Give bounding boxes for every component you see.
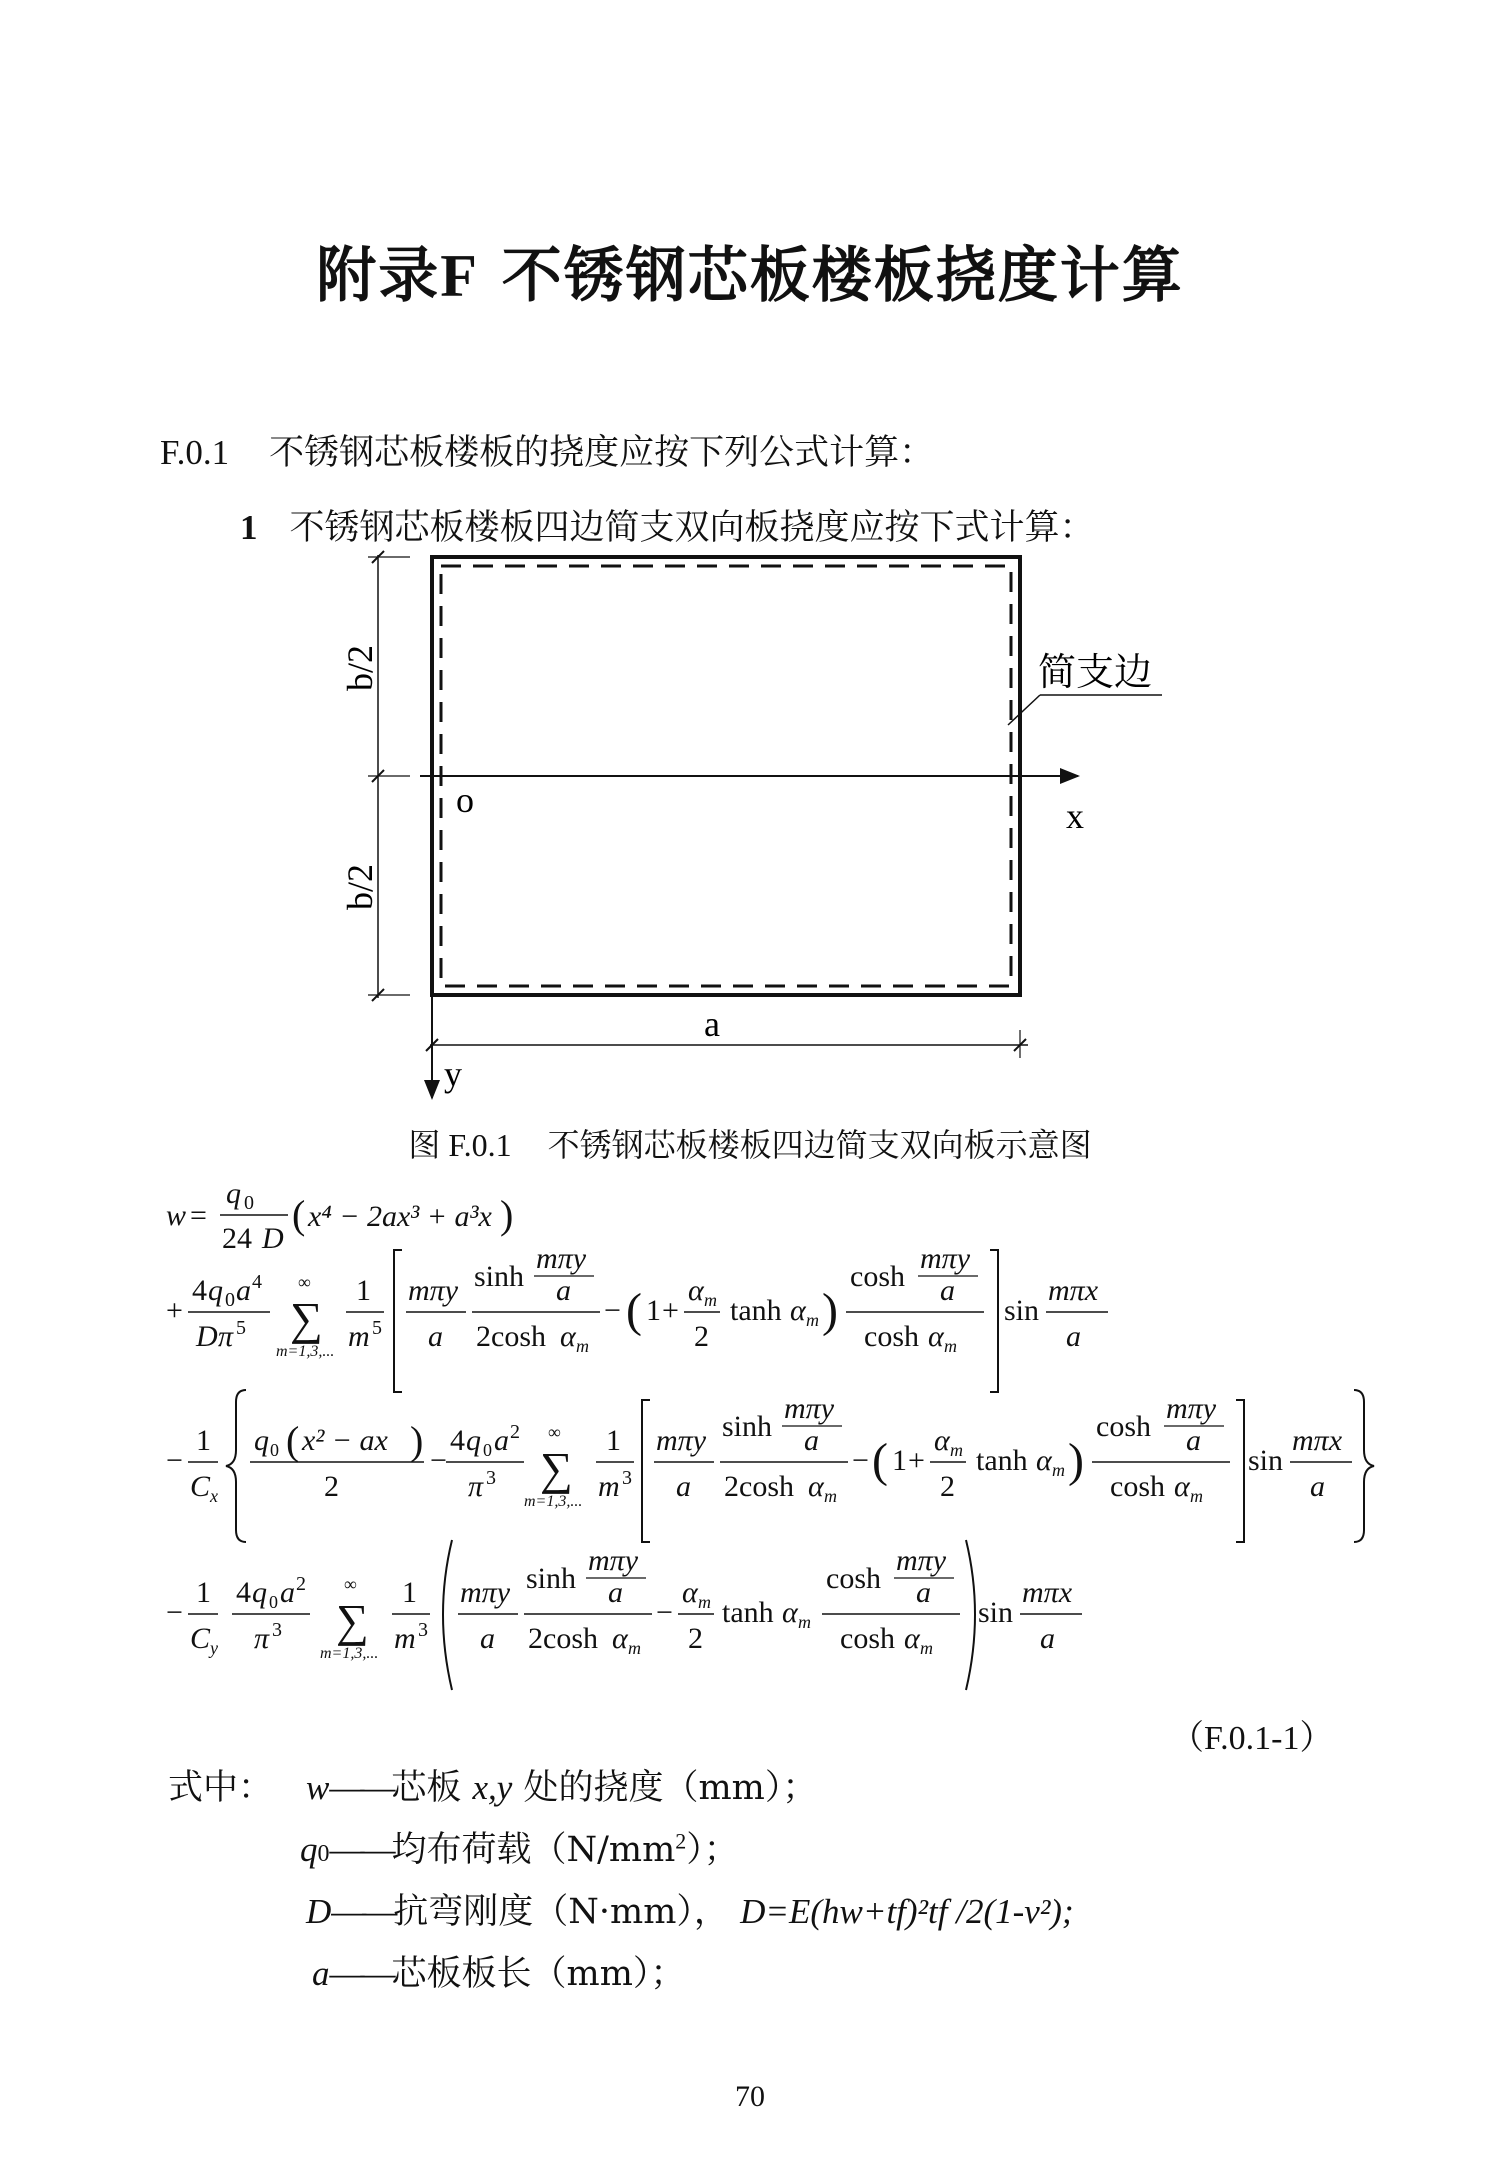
svg-text:∞: ∞ — [548, 1422, 561, 1442]
svg-text:α: α — [612, 1622, 628, 1655]
svg-text:q: q — [254, 1424, 269, 1457]
svg-text:q: q — [226, 1177, 241, 1210]
svg-text:α: α — [790, 1294, 806, 1327]
def-q0-symbol: q — [300, 1830, 318, 1869]
svg-text:tanh: tanh — [976, 1444, 1028, 1477]
svg-text:cosh: cosh — [850, 1260, 905, 1293]
def-w-symbol: w — [306, 1768, 330, 1807]
equation-number: （F.0.1-1） — [1170, 1720, 1334, 1757]
svg-text:mπy: mπy — [536, 1242, 587, 1275]
figure-caption-text: 不锈钢芯板楼板四边简支双向板示意图 — [547, 1126, 1092, 1164]
svg-text:mπy: mπy — [588, 1544, 639, 1577]
svg-text:D: D — [196, 1320, 218, 1353]
label-support-edge: 简支边 — [1038, 650, 1153, 694]
svg-text:5: 5 — [372, 1317, 382, 1339]
figure-caption-label: 图 F.0.1 — [408, 1127, 512, 1163]
svg-text:α: α — [782, 1596, 798, 1629]
svg-text:m: m — [598, 1470, 620, 1503]
svg-text:2: 2 — [694, 1320, 709, 1353]
svg-text:m=1,3,...: m=1,3,... — [320, 1645, 379, 1662]
item-text: 不锈钢芯板楼板四边简支双向板挠度应按下式计算： — [289, 508, 1095, 548]
svg-text:3: 3 — [272, 1619, 282, 1641]
svg-text:C: C — [190, 1470, 211, 1503]
svg-text:w: w — [166, 1199, 187, 1232]
svg-text:): ) — [500, 1192, 514, 1237]
svg-text:mπx: mπx — [1022, 1576, 1073, 1609]
svg-text:5: 5 — [236, 1317, 246, 1339]
svg-text:−: − — [604, 1294, 621, 1327]
svg-text:cosh: cosh — [840, 1622, 895, 1655]
svg-text:0: 0 — [225, 1289, 235, 1311]
svg-text:a: a — [608, 1576, 623, 1609]
svg-text:tanh: tanh — [730, 1294, 782, 1327]
svg-text:a: a — [1186, 1424, 1201, 1457]
svg-text:1: 1 — [402, 1576, 417, 1609]
svg-text:α: α — [808, 1470, 824, 1503]
svg-text:(: ( — [626, 1284, 642, 1337]
svg-text:sinh: sinh — [474, 1260, 525, 1293]
label-origin: o — [456, 780, 474, 820]
svg-text:(: ( — [286, 1418, 300, 1463]
svg-text:x: x — [210, 1486, 218, 1506]
svg-text:1: 1 — [356, 1274, 371, 1307]
svg-text:1: 1 — [196, 1576, 211, 1609]
svg-text:m: m — [628, 1638, 641, 1658]
svg-text:2: 2 — [688, 1622, 703, 1655]
def-q0: q0——均布荷载$(N/mm^2)$； — [300, 1828, 739, 1870]
svg-text:m: m — [698, 1592, 711, 1612]
svg-text:mπy: mπy — [920, 1242, 971, 1275]
svg-text:π: π — [218, 1320, 234, 1353]
svg-text:+: + — [662, 1294, 679, 1327]
svg-text:0: 0 — [270, 1440, 279, 1460]
svg-text:q: q — [208, 1274, 223, 1307]
svg-text:=: = — [190, 1199, 207, 1232]
svg-text:2: 2 — [324, 1470, 339, 1503]
svg-text:cosh: cosh — [864, 1320, 919, 1353]
svg-text:π: π — [254, 1622, 270, 1655]
svg-text:m: m — [1052, 1460, 1065, 1480]
svg-text:α: α — [560, 1320, 576, 1353]
svg-text:m: m — [824, 1486, 837, 1506]
svg-text:α: α — [904, 1622, 920, 1655]
svg-text:4: 4 — [450, 1424, 465, 1457]
svg-text:24: 24 — [222, 1222, 252, 1255]
svg-text:2: 2 — [510, 1421, 520, 1443]
label-y-axis: y — [444, 1054, 462, 1094]
svg-text:4: 4 — [192, 1274, 207, 1307]
appendix-label: 附录F — [316, 243, 479, 309]
svg-text:α: α — [928, 1320, 944, 1353]
svg-text:m: m — [348, 1320, 370, 1353]
svg-text:2cosh: 2cosh — [724, 1470, 794, 1503]
svg-text:α: α — [934, 1424, 950, 1457]
svg-text:C: C — [190, 1622, 211, 1655]
svg-text:sin: sin — [978, 1596, 1014, 1629]
svg-text:0: 0 — [244, 1192, 254, 1214]
def-a: a——芯板板长（mm）； — [312, 1954, 686, 1994]
svg-text:α: α — [682, 1576, 698, 1609]
where-heading: 式中： — [168, 1768, 274, 1808]
svg-text:2cosh: 2cosh — [476, 1320, 546, 1353]
svg-text:m: m — [394, 1622, 416, 1655]
svg-text:): ) — [1068, 1434, 1084, 1487]
def-D: D——抗弯刚度（N·mm）， D=E(hw+tf)²tf /2(1-v²); — [306, 1892, 1074, 1932]
svg-text:a: a — [1040, 1622, 1055, 1655]
svg-text:): ) — [822, 1284, 838, 1337]
svg-text:tanh: tanh — [722, 1596, 774, 1629]
svg-text:m: m — [576, 1336, 589, 1356]
svg-text:a: a — [556, 1274, 571, 1307]
svg-text:α: α — [1036, 1444, 1052, 1477]
svg-text:sinh: sinh — [526, 1562, 577, 1595]
clause-number: F.0.1 — [160, 433, 230, 472]
svg-text:4: 4 — [252, 1271, 262, 1293]
svg-text:2: 2 — [940, 1470, 955, 1503]
svg-text:m: m — [944, 1336, 957, 1356]
svg-text:2cosh: 2cosh — [528, 1622, 598, 1655]
svg-text:∑: ∑ — [336, 1595, 369, 1646]
svg-text:y: y — [210, 1638, 218, 1658]
svg-text:0: 0 — [483, 1440, 492, 1460]
svg-text:1: 1 — [606, 1424, 621, 1457]
svg-text:1: 1 — [646, 1294, 661, 1327]
svg-text:a: a — [236, 1274, 251, 1307]
svg-text:mπy: mπy — [784, 1392, 835, 1425]
svg-text:m: m — [806, 1310, 819, 1330]
svg-text:a: a — [428, 1320, 443, 1353]
svg-text:a: a — [280, 1576, 295, 1609]
svg-text:−: − — [430, 1444, 447, 1477]
svg-text:mπy: mπy — [896, 1544, 947, 1577]
svg-text:2: 2 — [296, 1573, 306, 1595]
svg-text:4: 4 — [236, 1576, 251, 1609]
def-w: w——芯板 x,y 处的挠度（mm）； — [306, 1768, 818, 1808]
page-number: 70 — [735, 2080, 765, 2113]
label-length-a: a — [704, 1004, 720, 1044]
svg-text:3: 3 — [622, 1467, 632, 1489]
svg-text:): ) — [410, 1418, 424, 1463]
svg-text:∞: ∞ — [344, 1574, 357, 1594]
svg-text:mπy: mπy — [408, 1274, 459, 1307]
svg-text:a: a — [940, 1274, 955, 1307]
svg-text:0: 0 — [269, 1592, 278, 1612]
svg-text:sin: sin — [1004, 1294, 1040, 1327]
svg-text:a: a — [804, 1424, 819, 1457]
svg-text:sin: sin — [1248, 1444, 1284, 1477]
appendix-title-text: 不锈钢芯板楼板挠度计算 — [501, 241, 1184, 311]
svg-text:1: 1 — [892, 1444, 907, 1477]
svg-text:∞: ∞ — [298, 1272, 311, 1292]
svg-text:(: ( — [292, 1192, 306, 1237]
svg-text:1: 1 — [196, 1424, 211, 1457]
svg-text:−: − — [656, 1596, 673, 1629]
svg-text:a: a — [494, 1424, 509, 1457]
svg-text:a: a — [676, 1470, 691, 1503]
svg-text:π: π — [468, 1470, 484, 1503]
svg-text:m: m — [920, 1638, 933, 1658]
svg-text:m: m — [1190, 1486, 1203, 1506]
svg-text:∑: ∑ — [290, 1293, 323, 1344]
svg-text:−: − — [166, 1596, 183, 1629]
svg-text:D: D — [262, 1222, 284, 1255]
label-x-axis: x — [1066, 796, 1084, 836]
svg-text:−: − — [166, 1444, 183, 1477]
label-half-b-bottom: b/2 — [340, 863, 380, 911]
label-half-b-top: b/2 — [340, 644, 380, 692]
svg-text:a: a — [916, 1576, 931, 1609]
svg-text:sinh: sinh — [722, 1410, 773, 1443]
svg-text:(: ( — [872, 1434, 888, 1487]
svg-text:cosh: cosh — [1096, 1410, 1151, 1443]
svg-text:∑: ∑ — [540, 1443, 573, 1494]
def-a-symbol: a — [312, 1954, 330, 1993]
svg-text:cosh: cosh — [1110, 1470, 1165, 1503]
clause-text: 不锈钢芯板楼板的挠度应按下列公式计算： — [269, 433, 935, 473]
svg-text:α: α — [688, 1274, 704, 1307]
def-D-symbol: D — [306, 1892, 332, 1931]
svg-text:x² − ax: x² − ax — [302, 1424, 388, 1457]
svg-text:m: m — [798, 1612, 811, 1632]
svg-text:+: + — [166, 1294, 183, 1327]
svg-text:a: a — [1310, 1470, 1325, 1503]
svg-text:mπy: mπy — [656, 1424, 707, 1457]
svg-text:α: α — [1174, 1470, 1190, 1503]
svg-text:−: − — [852, 1444, 869, 1477]
svg-text:x⁴ − 2ax³ + a³x: x⁴ − 2ax³ + a³x — [308, 1200, 492, 1233]
svg-text:q: q — [252, 1576, 267, 1609]
svg-text:mπy: mπy — [1166, 1392, 1217, 1425]
svg-text:mπx: mπx — [1048, 1274, 1099, 1307]
svg-text:m=1,3,...: m=1,3,... — [276, 1343, 335, 1360]
svg-text:cosh: cosh — [826, 1562, 881, 1595]
def-D-formula: D=E(hw+tf)²tf /2(1-v²); — [740, 1892, 1074, 1931]
svg-text:a: a — [1066, 1320, 1081, 1353]
svg-text:m: m — [704, 1290, 717, 1310]
svg-text:mπy: mπy — [460, 1576, 511, 1609]
svg-text:mπx: mπx — [1292, 1424, 1343, 1457]
svg-text:m: m — [950, 1440, 963, 1460]
svg-text:3: 3 — [486, 1467, 496, 1489]
svg-text:a: a — [480, 1622, 495, 1655]
item-number: 1 — [240, 508, 258, 547]
svg-text:3: 3 — [418, 1619, 428, 1641]
svg-text:q: q — [466, 1424, 481, 1457]
svg-text:m=1,3,...: m=1,3,... — [524, 1493, 583, 1510]
svg-text:+: + — [908, 1444, 925, 1477]
